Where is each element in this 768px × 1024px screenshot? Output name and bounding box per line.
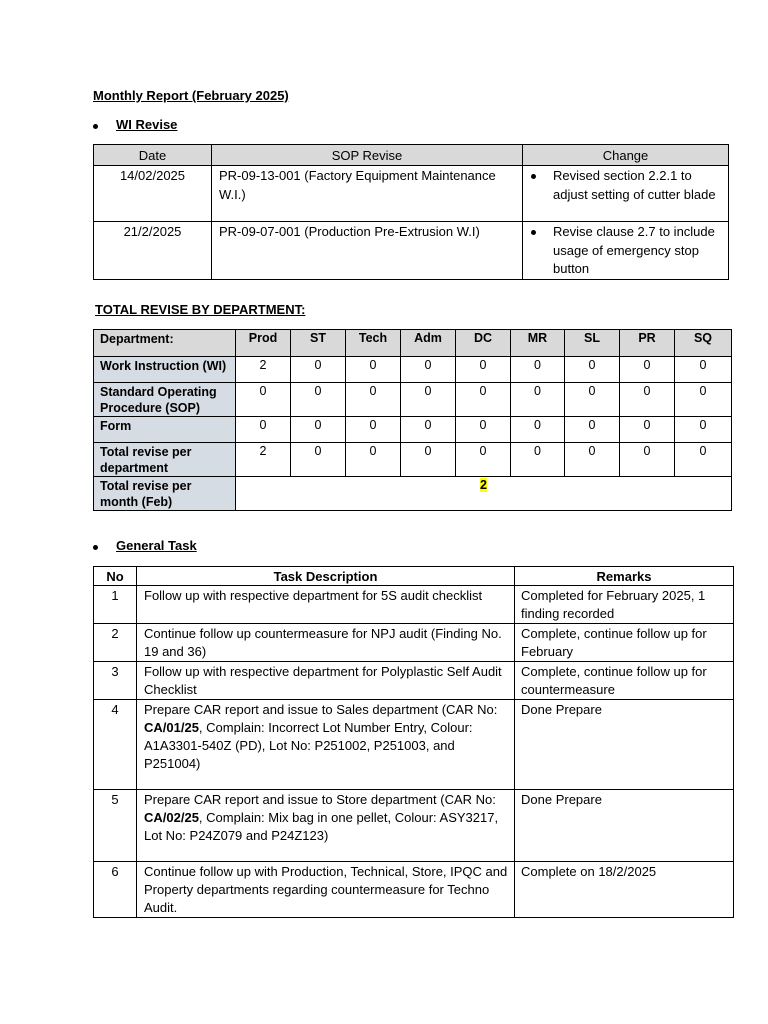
table-row	[94, 443, 732, 477]
column-header-desc: Task Description	[137, 567, 515, 586]
row-label: Total revise per month (Feb)	[94, 477, 236, 511]
value-cell: 0	[620, 443, 675, 477]
value-cell: 0	[236, 417, 291, 443]
task-desc: Follow up with respective department for 5S audit checklist	[137, 586, 515, 624]
wi-revise-table	[93, 144, 729, 280]
value-cell: 0	[401, 443, 456, 477]
dept-header-dc: DC	[456, 330, 511, 357]
table-row	[94, 222, 729, 280]
change-text: Revise clause 2.7 to include usage of emergency stop button	[553, 224, 715, 276]
table-row	[94, 417, 732, 443]
value-cell: 0	[565, 443, 620, 477]
task-remarks: Complete, continue follow up for countermeasure	[515, 662, 734, 700]
table-row	[94, 477, 732, 511]
dept-revise-table	[93, 329, 732, 511]
total-month-value: 2	[480, 478, 487, 492]
value-cell: 0	[511, 443, 565, 477]
value-cell: 2	[236, 443, 291, 477]
value-cell: 0	[346, 443, 401, 477]
value-cell: 0	[291, 417, 346, 443]
value-cell: 0	[456, 383, 511, 417]
task-no: 2	[94, 624, 137, 662]
general-task-heading: General Task	[116, 538, 197, 553]
value-cell: 0	[675, 443, 732, 477]
task-desc: Continue follow up countermeasure for NPJ audit (Finding No. 19 and 36)	[137, 624, 515, 662]
value-cell: 0	[401, 357, 456, 383]
car-number: CA/01/25	[144, 720, 199, 735]
task-no: 4	[94, 700, 137, 790]
column-header-change: Change	[523, 145, 729, 166]
sop-cell: PR-09-13-001 (Factory Equipment Maintenance W.I.)	[212, 166, 523, 222]
value-cell: 0	[620, 383, 675, 417]
value-cell: 0	[675, 357, 732, 383]
task-desc-text: , Complain: Mix bag in one pellet, Colour: ASY3217, Lot No: P24Z079 and P24Z123)	[144, 810, 499, 843]
column-header-sop: SOP Revise	[212, 145, 523, 166]
department-label: Department:	[94, 330, 236, 357]
row-label: Standard Operating Procedure (SOP)	[94, 383, 236, 417]
value-cell: 0	[401, 417, 456, 443]
wi-revise-heading: WI Revise	[116, 117, 178, 132]
column-header-remarks: Remarks	[515, 567, 734, 586]
column-header-no: No	[94, 567, 137, 586]
sop-cell: PR-09-07-001 (Production Pre-Extrusion W.I)	[212, 222, 523, 280]
value-cell: 0	[511, 383, 565, 417]
value-cell: 0	[346, 417, 401, 443]
task-no: 1	[94, 586, 137, 624]
dept-header-prod: Prod	[236, 330, 291, 357]
bullet-icon	[93, 545, 98, 550]
value-cell: 2	[236, 357, 291, 383]
task-desc-text: Prepare CAR report and issue to Sales department (CAR No:	[144, 702, 498, 717]
value-cell: 0	[675, 417, 732, 443]
value-cell: 0	[565, 383, 620, 417]
task-desc	[137, 700, 515, 790]
table-header-row	[94, 330, 732, 357]
value-cell: 0	[401, 383, 456, 417]
table-row	[94, 357, 732, 383]
dept-header-pr: PR	[620, 330, 675, 357]
change-text: Revised section 2.2.1 to adjust setting of cutter blade	[553, 168, 716, 202]
value-cell: 0	[456, 417, 511, 443]
table-header-row	[94, 145, 729, 166]
value-cell: 0	[620, 417, 675, 443]
value-cell: 0	[620, 357, 675, 383]
table-row	[94, 862, 734, 918]
table-row	[94, 586, 734, 624]
value-cell: 0	[346, 383, 401, 417]
value-cell: 0	[511, 357, 565, 383]
table-row	[94, 790, 734, 862]
task-no: 6	[94, 862, 137, 918]
task-remarks: Complete, continue follow up for February	[515, 624, 734, 662]
task-remarks: Completed for February 2025, 1 finding recorded	[515, 586, 734, 624]
task-desc: Continue follow up with Production, Technical, Store, IPQC and Property departments regarding countermeasure for Techno Audit.	[137, 862, 515, 918]
value-cell: 0	[236, 383, 291, 417]
value-cell: 0	[291, 383, 346, 417]
dept-header-adm: Adm	[401, 330, 456, 357]
dept-header-sl: SL	[565, 330, 620, 357]
task-no: 3	[94, 662, 137, 700]
row-label: Total revise per department	[94, 443, 236, 477]
car-number: CA/02/25	[144, 810, 199, 825]
row-label: Form	[94, 417, 236, 443]
value-cell: 0	[675, 383, 732, 417]
task-no: 5	[94, 790, 137, 862]
bullet-icon	[531, 230, 536, 235]
table-row	[94, 166, 729, 222]
task-remarks: Done Prepare	[515, 790, 734, 862]
task-desc-text: , Complain: Incorrect Lot Number Entry, Colour: A1A3301-540Z (PD), Lot No: P251002, P251003, and P251004)	[144, 720, 473, 771]
task-desc-text: Prepare CAR report and issue to Store department (CAR No:	[144, 792, 496, 807]
task-remarks: Complete on 18/2/2025	[515, 862, 734, 918]
report-title: Monthly Report (February 2025)	[93, 88, 289, 103]
general-task-table	[93, 566, 734, 918]
date-cell: 14/02/2025	[94, 166, 212, 222]
row-label: Work Instruction (WI)	[94, 357, 236, 383]
table-header-row	[94, 567, 734, 586]
table-row	[94, 624, 734, 662]
value-cell: 0	[291, 357, 346, 383]
total-month-cell	[236, 477, 732, 511]
table-row	[94, 700, 734, 790]
change-cell	[523, 222, 729, 280]
column-header-date: Date	[94, 145, 212, 166]
dept-header-mr: MR	[511, 330, 565, 357]
dept-header-sq: SQ	[675, 330, 732, 357]
table-row	[94, 662, 734, 700]
task-desc	[137, 790, 515, 862]
table-row	[94, 383, 732, 417]
value-cell: 0	[456, 357, 511, 383]
task-remarks: Done Prepare	[515, 700, 734, 790]
bullet-icon	[531, 174, 536, 179]
dept-header-tech: Tech	[346, 330, 401, 357]
bullet-icon	[93, 124, 98, 129]
dept-header-st: ST	[291, 330, 346, 357]
value-cell: 0	[291, 443, 346, 477]
change-cell	[523, 166, 729, 222]
dept-heading: TOTAL REVISE BY DEPARTMENT:	[95, 302, 306, 317]
value-cell: 0	[565, 357, 620, 383]
value-cell: 0	[511, 417, 565, 443]
task-desc: Follow up with respective department for Polyplastic Self Audit Checklist	[137, 662, 515, 700]
value-cell: 0	[456, 443, 511, 477]
value-cell: 0	[565, 417, 620, 443]
value-cell: 0	[346, 357, 401, 383]
date-cell: 21/2/2025	[94, 222, 212, 280]
